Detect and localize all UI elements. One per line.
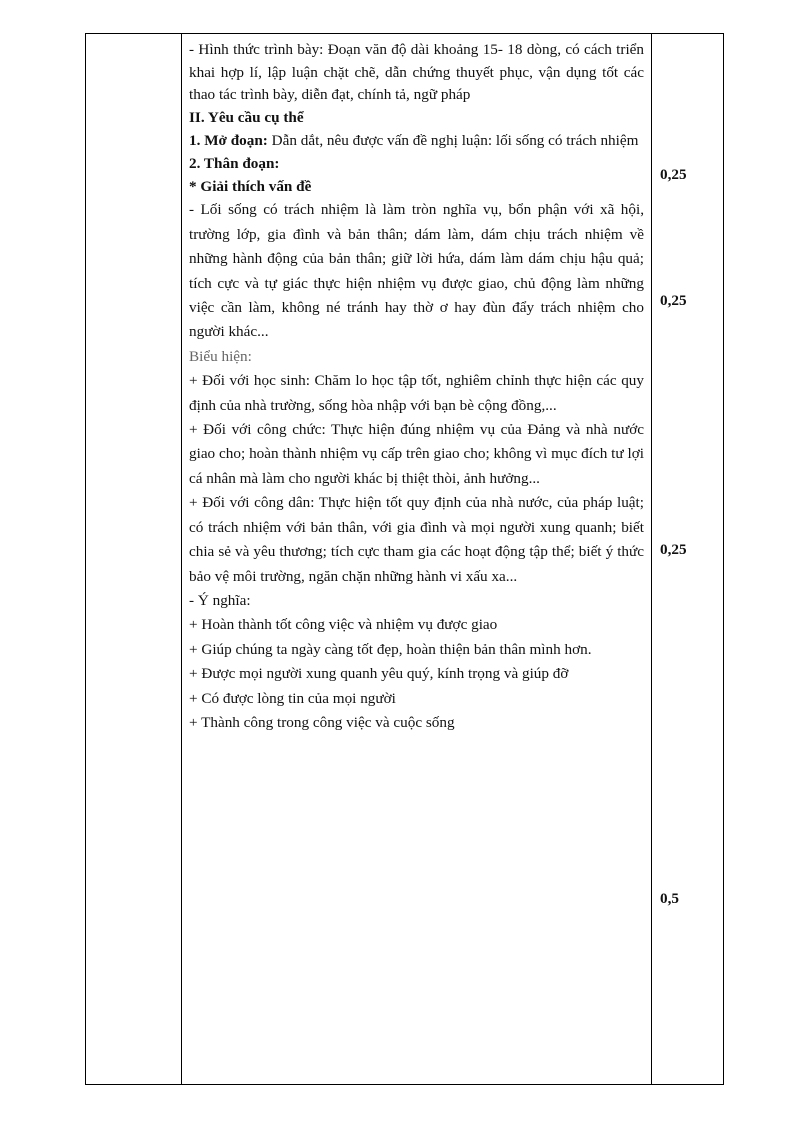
meaning-item-2: + Giúp chúng ta ngày càng tốt đẹp, hoàn thiện bản thân mình hơn. (189, 640, 592, 658)
manifestation-label: Biểu hiện: (189, 347, 252, 365)
manifestation-citizens: + Đối với công dân: Thực hiện tốt quy định của nhà nước, của pháp luật; có trách nhiệm với bản thân, với gia đình và mọi người xung quanh; biết chia sẻ và yêu thương; tích cực tham gia các hoạt động tập thể; biết ý thức bảo vệ môi trường, ngăn chặn những hành vi xấu xa... (189, 494, 644, 585)
grading-table (85, 33, 724, 1085)
opening-text: Dẫn dắt, nêu được vấn đề nghị luận: lối sống có trách nhiệm (267, 132, 639, 149)
score-opening: 0,25 (660, 166, 687, 183)
score-meaning: 0,5 (660, 890, 679, 907)
explain-heading: * Giải thích vấn đề (189, 177, 312, 195)
presentation-form-text: - Hình thức trình bày: Đoạn văn độ dài khoảng 15- 18 dòng, có cách triển khai hợp lí, lập luận chặt chẽ, dẫn chứng thuyết phục, vận dụng tốt các thao tác trình bày, diễn đạt, chính tả, ngữ pháp (189, 41, 644, 103)
section-heading: II. Yêu cầu cụ thể (189, 108, 304, 126)
opening-paragraph (189, 129, 644, 153)
meaning-label: - Ý nghĩa: (189, 591, 251, 609)
column-divider-2 (651, 34, 652, 1084)
body-heading: 2. Thân đoạn: (189, 155, 280, 173)
meaning-item-5: + Thành công trong công việc và cuộc sống (189, 713, 455, 731)
explain-text: - Lối sống có trách nhiệm là làm tròn nghĩa vụ, bổn phận với xã hội, trường lớp, gia đình và bản thân; dám làm, dám chịu trách nhiệm về những hành động của bản thân; giữ lời hứa, dám làm dám chịu hậu quả; tích cực và tự giác thực hiện nhiệm vụ được giao, chủ động làm những việc cần làm, không né tránh hay thờ ơ hay đùn đẩy trách nhiệm cho người khác... (189, 201, 644, 341)
manifestation-officials: + Đối với công chức: Thực hiện đúng nhiệm vụ của Đảng và nhà nước giao cho; hoàn thành nhiệm vụ cấp trên giao cho; không vì mục đích tư lợi cá nhân mà làm cho người khác bị thiệt thòi, ảnh hưởng... (189, 421, 644, 487)
meaning-item-4: + Có được lòng tin của mọi người (189, 689, 396, 707)
manifestation-students: + Đối với học sinh: Chăm lo học tập tốt, nghiêm chỉnh thực hiện các quy định của nhà trường, sống hòa nhập với bạn bè cộng đồng,... (189, 372, 644, 414)
meaning-item-1: + Hoàn thành tốt công việc và nhiệm vụ được giao (189, 616, 498, 634)
opening-label: 1. Mở đoạn: (189, 132, 268, 149)
column-divider-1 (181, 34, 182, 1084)
score-manifestation: 0,25 (660, 541, 687, 558)
meaning-item-3: + Được mọi người xung quanh yêu quý, kính trọng và giúp đỡ (189, 665, 569, 683)
content-cell (189, 39, 644, 735)
score-explain: 0,25 (660, 292, 687, 309)
